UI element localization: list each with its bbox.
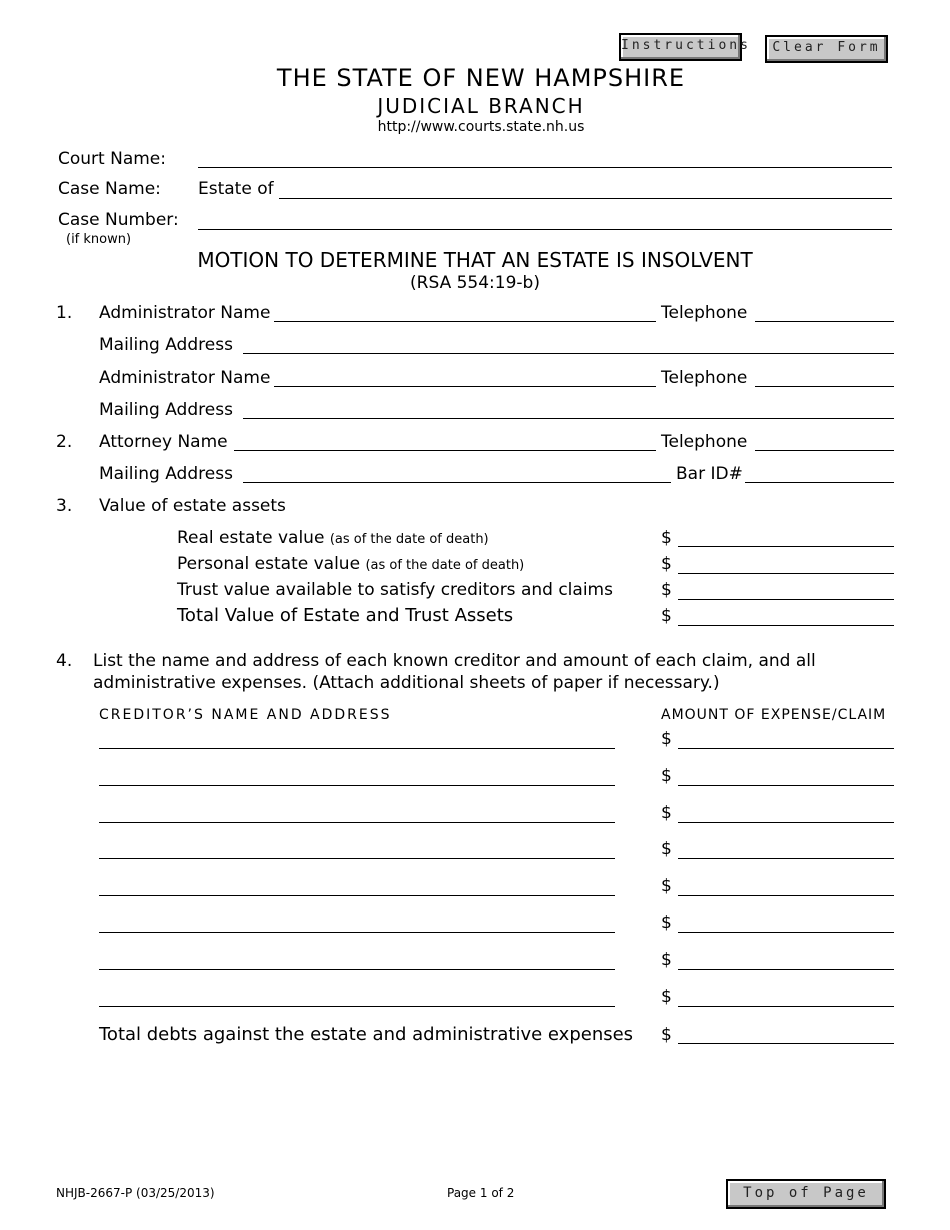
claim-dollar: $ bbox=[661, 766, 672, 786]
claim-line bbox=[678, 822, 894, 823]
claim-dollar: $ bbox=[661, 839, 672, 859]
form-title: MOTION TO DETERMINE THAT AN ESTATE IS INSOLVENT bbox=[197, 248, 753, 272]
creditor-line bbox=[99, 858, 615, 859]
claim-dollar: $ bbox=[661, 913, 672, 933]
attorney-telephone-line bbox=[755, 450, 894, 451]
claim-line bbox=[678, 748, 894, 749]
branch-title: JUDICIAL BRANCH bbox=[377, 94, 585, 118]
claim-line bbox=[678, 858, 894, 859]
personal-estate-label: Personal estate value (as of the date of death) bbox=[177, 554, 525, 574]
case-number-label: Case Number: bbox=[58, 210, 179, 230]
personal-estate-input[interactable] bbox=[678, 552, 898, 572]
admin2-name-line bbox=[274, 386, 656, 387]
amount-column-header: AMOUNT OF EXPENSE/CLAIM bbox=[661, 707, 887, 723]
creditor-column-header: CREDITOR’S NAME AND ADDRESS bbox=[99, 707, 392, 723]
state-title: THE STATE OF NEW HAMPSHIRE bbox=[276, 64, 686, 92]
claim-amount-input[interactable] bbox=[678, 801, 898, 821]
attorney-name-label: Attorney Name bbox=[99, 432, 228, 452]
case-name-line bbox=[279, 198, 892, 199]
real-estate-input[interactable] bbox=[678, 525, 898, 545]
admin1-name-line bbox=[274, 321, 656, 322]
admin1-name-input[interactable] bbox=[274, 300, 660, 320]
admin2-telephone-line bbox=[755, 386, 894, 387]
section1-number: 1. bbox=[56, 303, 73, 323]
case-name-input[interactable] bbox=[279, 177, 896, 197]
form-id: NHJB-2667-P (03/25/2013) bbox=[56, 1186, 215, 1200]
creditor-input[interactable] bbox=[99, 764, 619, 784]
creditor-input[interactable] bbox=[99, 985, 619, 1005]
claim-dollar: $ bbox=[661, 987, 672, 1007]
creditor-input[interactable] bbox=[99, 948, 619, 968]
instructions-button[interactable]: Instructions bbox=[619, 33, 742, 61]
claim-line bbox=[678, 785, 894, 786]
form-statute: (RSA 554:19-b) bbox=[410, 273, 540, 293]
total-debts-dollar: $ bbox=[661, 1025, 672, 1045]
claim-dollar: $ bbox=[661, 729, 672, 749]
case-name-label: Case Name: bbox=[58, 179, 161, 199]
personal-estate-dollar: $ bbox=[661, 554, 672, 574]
admin1-telephone-label: Telephone bbox=[661, 303, 748, 323]
total-debts-input[interactable] bbox=[678, 1022, 898, 1042]
real-estate-dollar: $ bbox=[661, 528, 672, 548]
attorney-telephone-label: Telephone bbox=[661, 432, 748, 452]
section4-instructions-line2: administrative expenses. (Attach additional sheets of paper if necessary.) bbox=[93, 673, 720, 693]
creditor-input[interactable] bbox=[99, 837, 619, 857]
total-assets-input[interactable] bbox=[678, 604, 898, 624]
admin2-name-label: Administrator Name bbox=[99, 368, 271, 388]
creditor-line bbox=[99, 1006, 615, 1007]
admin1-address-label: Mailing Address bbox=[99, 335, 233, 355]
attorney-telephone-input[interactable] bbox=[755, 429, 898, 449]
bar-id-input[interactable] bbox=[745, 461, 898, 481]
claim-dollar: $ bbox=[661, 876, 672, 896]
total-assets-line bbox=[678, 625, 894, 626]
admin1-name-label: Administrator Name bbox=[99, 303, 271, 323]
if-known-note: (if known) bbox=[66, 232, 132, 247]
creditor-input[interactable] bbox=[99, 874, 619, 894]
section3-heading: Value of estate assets bbox=[99, 496, 286, 516]
claim-amount-input[interactable] bbox=[678, 727, 898, 747]
estate-of-label: Estate of bbox=[198, 179, 274, 199]
claim-amount-input[interactable] bbox=[678, 985, 898, 1005]
admin1-telephone-input[interactable] bbox=[755, 300, 898, 320]
creditor-line bbox=[99, 748, 615, 749]
attorney-address-line bbox=[243, 482, 671, 483]
admin1-telephone-line bbox=[755, 321, 894, 322]
case-number-input[interactable] bbox=[198, 208, 896, 228]
creditor-line bbox=[99, 785, 615, 786]
total-assets-dollar: $ bbox=[661, 606, 672, 626]
total-debts-line bbox=[678, 1043, 894, 1044]
section4-instructions-line1: List the name and address of each known creditor and amount of each claim, and all bbox=[93, 651, 816, 671]
creditor-line bbox=[99, 822, 615, 823]
bar-id-line bbox=[745, 482, 894, 483]
section4-number: 4. bbox=[56, 651, 73, 671]
admin1-address-input[interactable] bbox=[243, 332, 898, 352]
creditor-line bbox=[99, 969, 615, 970]
claim-dollar: $ bbox=[661, 803, 672, 823]
real-estate-label: Real estate value (as of the date of death) bbox=[177, 528, 489, 548]
creditor-line bbox=[99, 932, 615, 933]
admin2-name-input[interactable] bbox=[274, 365, 660, 385]
creditor-line bbox=[99, 895, 615, 896]
court-name-label: Court Name: bbox=[58, 149, 166, 169]
claim-amount-input[interactable] bbox=[678, 837, 898, 857]
attorney-name-line bbox=[234, 450, 656, 451]
creditor-input[interactable] bbox=[99, 727, 619, 747]
creditor-input[interactable] bbox=[99, 911, 619, 931]
real-estate-line bbox=[678, 546, 894, 547]
section3-number: 3. bbox=[56, 496, 73, 516]
bar-id-label: Bar ID# bbox=[676, 464, 743, 484]
top-of-page-button[interactable]: Top of Page bbox=[726, 1179, 886, 1209]
trust-value-label: Trust value available to satisfy creditors and claims bbox=[177, 580, 613, 600]
trust-value-line bbox=[678, 599, 894, 600]
attorney-address-label: Mailing Address bbox=[99, 464, 233, 484]
claim-amount-input[interactable] bbox=[678, 948, 898, 968]
claim-amount-input[interactable] bbox=[678, 911, 898, 931]
total-assets-label: Total Value of Estate and Trust Assets bbox=[177, 605, 514, 626]
trust-value-dollar: $ bbox=[661, 580, 672, 600]
trust-value-input[interactable] bbox=[678, 578, 898, 598]
claim-line bbox=[678, 895, 894, 896]
admin2-telephone-input[interactable] bbox=[755, 365, 898, 385]
court-url[interactable]: http://www.courts.state.nh.us bbox=[377, 119, 585, 135]
claim-dollar: $ bbox=[661, 950, 672, 970]
admin2-address-input[interactable] bbox=[243, 397, 898, 417]
personal-estate-line bbox=[678, 573, 894, 574]
total-debts-label: Total debts against the estate and administrative expenses bbox=[99, 1024, 634, 1045]
admin2-telephone-label: Telephone bbox=[661, 368, 748, 388]
claim-line bbox=[678, 932, 894, 933]
section2-number: 2. bbox=[56, 432, 73, 452]
attorney-address-input[interactable] bbox=[243, 461, 675, 481]
claim-amount-input[interactable] bbox=[678, 874, 898, 894]
attorney-name-input[interactable] bbox=[234, 429, 660, 449]
admin1-address-line bbox=[243, 353, 894, 354]
claim-line bbox=[678, 1006, 894, 1007]
admin2-address-label: Mailing Address bbox=[99, 400, 233, 420]
creditor-input[interactable] bbox=[99, 801, 619, 821]
case-number-line bbox=[198, 229, 892, 230]
court-name-line bbox=[198, 167, 892, 168]
claim-line bbox=[678, 969, 894, 970]
claim-amount-input[interactable] bbox=[678, 764, 898, 784]
court-name-input[interactable] bbox=[198, 147, 896, 167]
page-number: Page 1 of 2 bbox=[447, 1186, 515, 1200]
admin2-address-line bbox=[243, 418, 894, 419]
clear-form-button[interactable]: Clear Form bbox=[765, 35, 888, 63]
